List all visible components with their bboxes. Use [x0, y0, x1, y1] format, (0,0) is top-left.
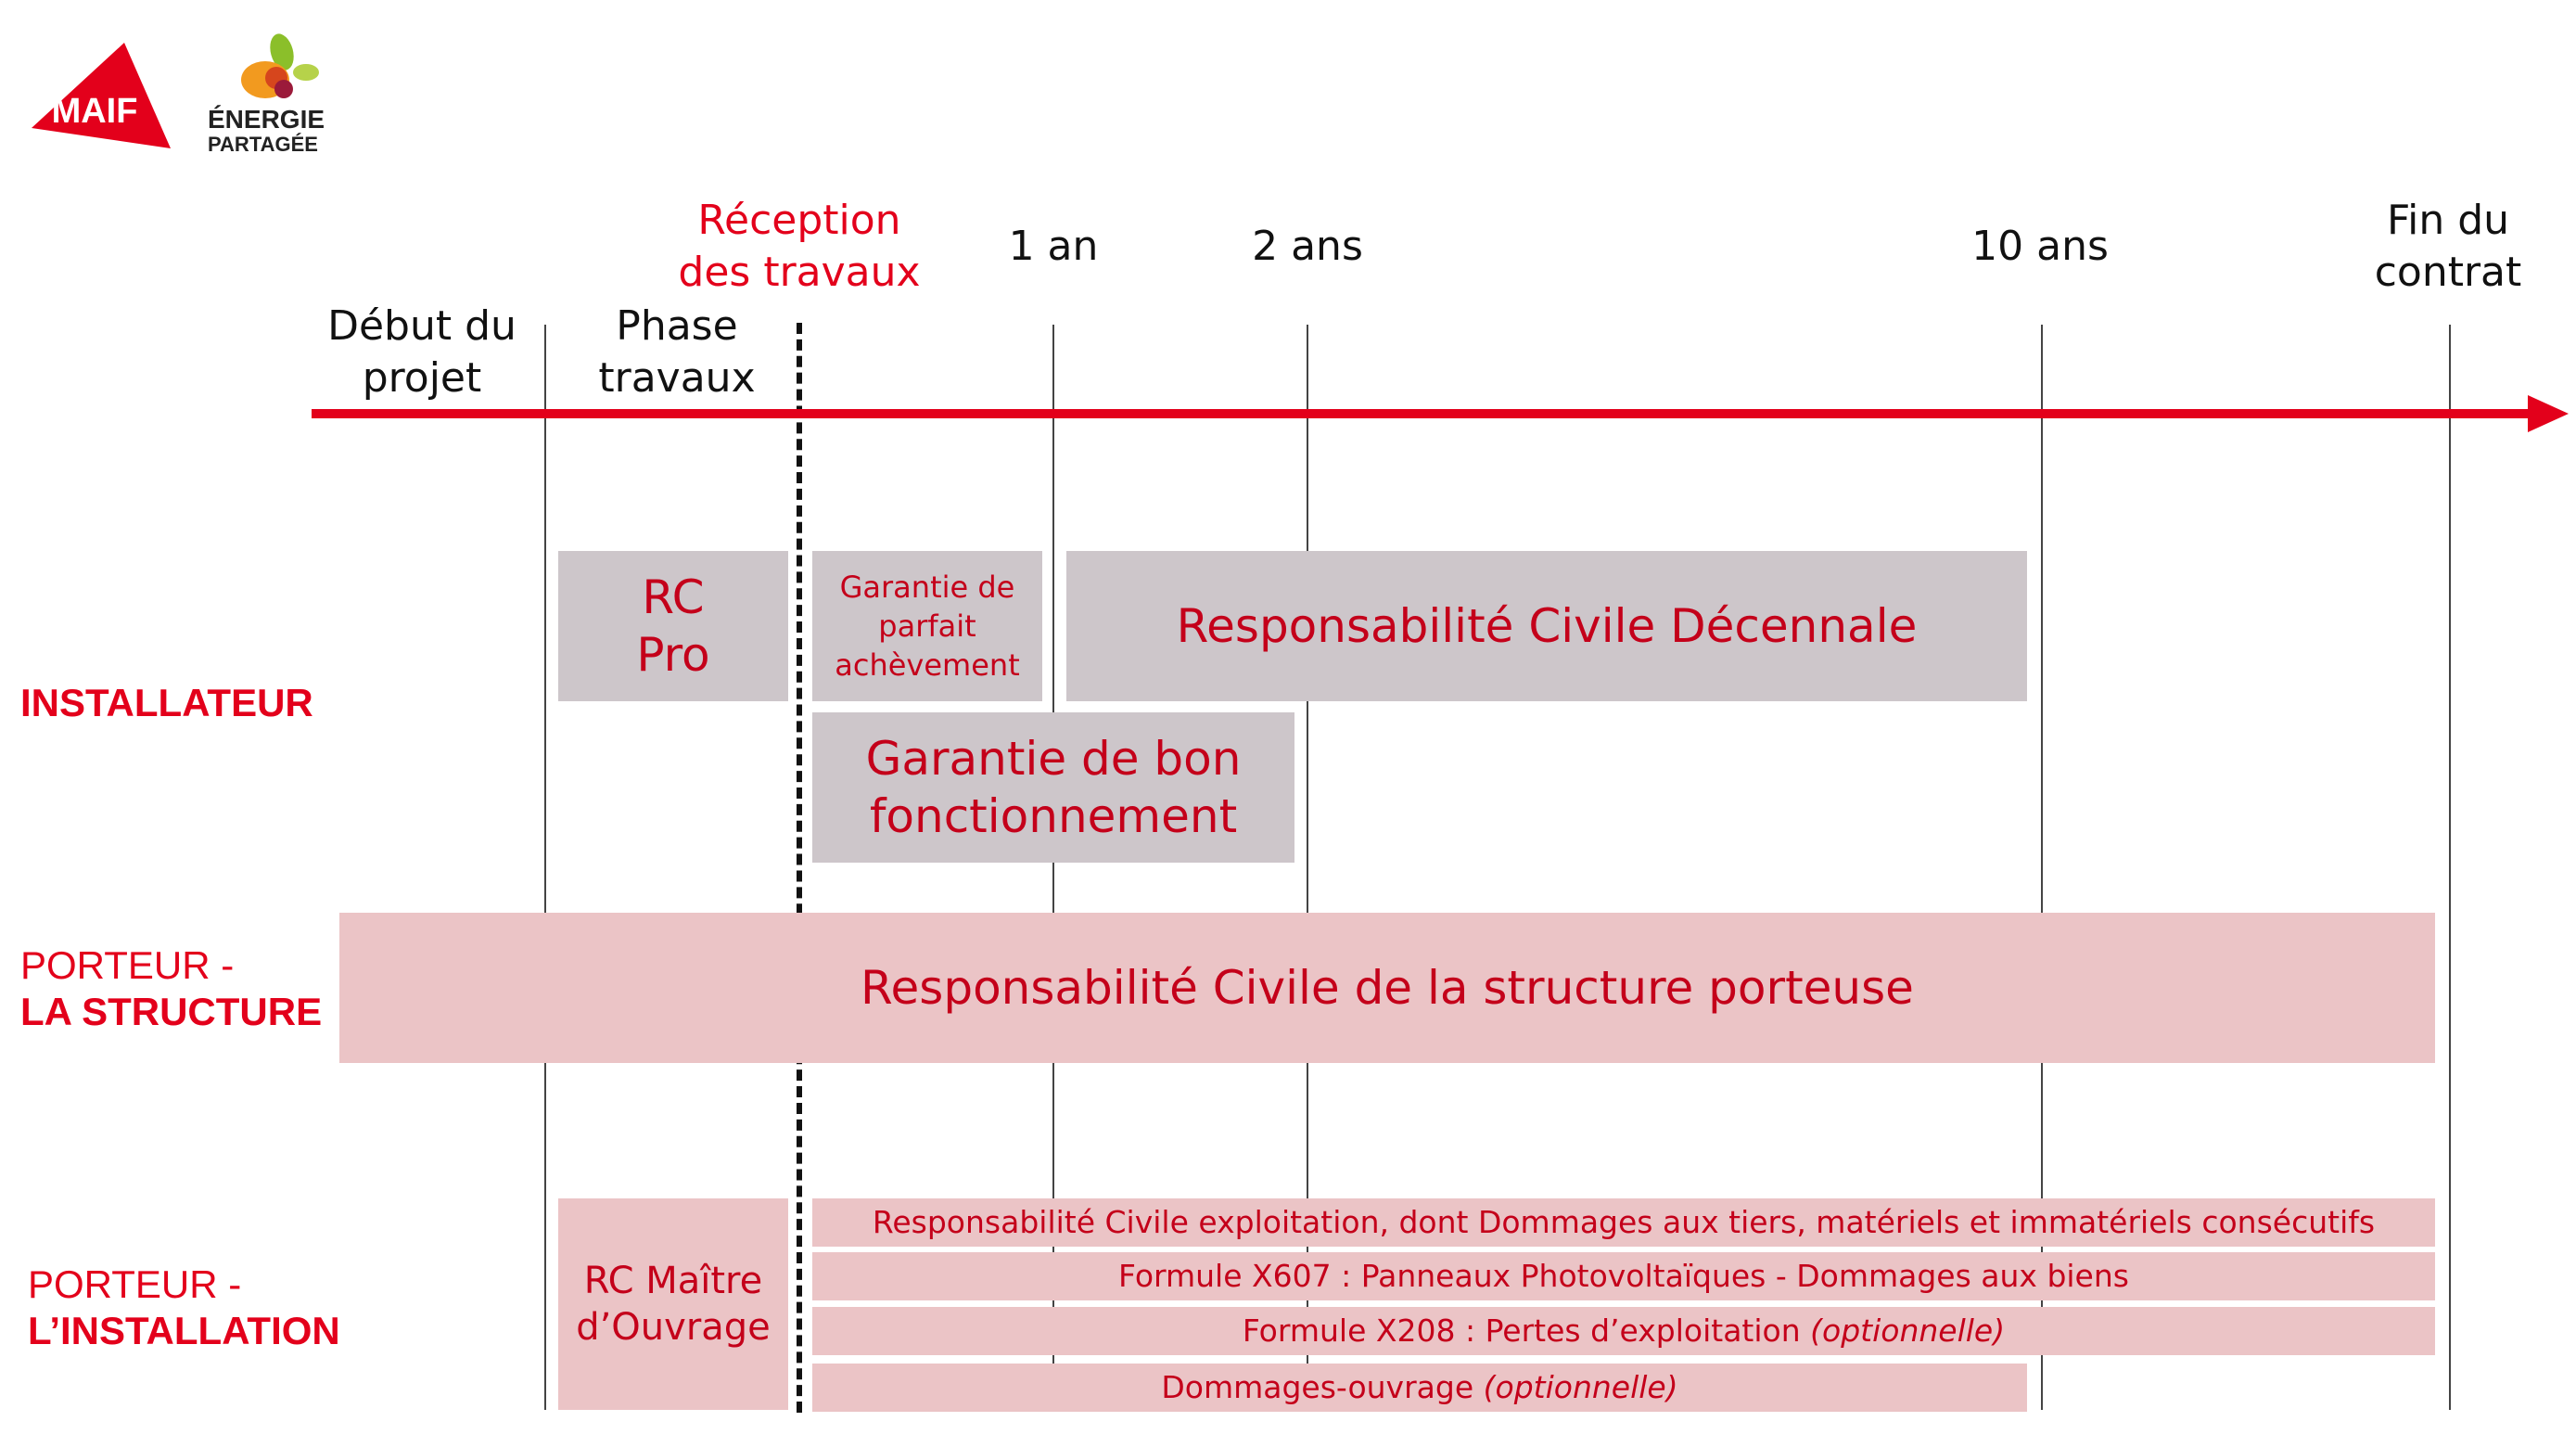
divider-debut: [544, 325, 546, 1410]
box-formule-x208-label: Formule X208 : Pertes d’exploitation: [1242, 1313, 1801, 1349]
milestone-1-an: 1 an: [1008, 223, 1099, 270]
milestone-10-ans: 10 ans: [1971, 223, 2109, 270]
box-dommages-ouvrage-optional: (optionnelle): [1483, 1369, 1678, 1405]
box-formule-x607-text: Formule X607 : Panneaux Photovoltaïques - Dommages aux biens: [1118, 1258, 2129, 1294]
box-rc-decennale: [1066, 551, 2027, 701]
box-formule-x607: [812, 1252, 2435, 1300]
box-bon-fonctionnement-text: Garantie de bon fonctionnement: [865, 732, 1242, 843]
box-rc-structure-text: Responsabilité Civile de la structure porteuse: [861, 961, 1914, 1015]
milestone-fin-contrat: Fin du contrat: [2374, 197, 2522, 296]
row-label-installation-line2: L’INSTALLATION: [28, 1309, 340, 1352]
box-rc-pro-text: RC Pro: [636, 570, 710, 682]
divider-fin: [2449, 325, 2451, 1410]
box-rc-decennale-text: Responsabilité Civile Décennale: [1176, 599, 1918, 653]
box-formule-x208-text: [1243, 1313, 2005, 1350]
maif-logo: [32, 43, 171, 148]
box-dommages-ouvrage-label: Dommages-ouvrage: [1161, 1369, 1474, 1405]
box-parfait-achevement: [812, 551, 1042, 701]
box-rc-exploitation: [812, 1198, 2435, 1247]
row-label-structure: [20, 942, 322, 1035]
row-label-installateur: [20, 680, 313, 726]
box-formule-x208: [812, 1307, 2435, 1355]
divider-2-ans: [1307, 325, 1308, 1410]
box-dommages-ouvrage-text: [1161, 1369, 1677, 1406]
box-parfait-achevement-text: Garantie de parfait achèvement: [835, 570, 1020, 683]
milestone-reception-travaux: Réception des travaux: [678, 197, 921, 296]
energie-logo-line1: ÉNERGIE: [208, 105, 325, 134]
milestone-debut-projet: Début du projet: [327, 302, 516, 402]
box-dommages-ouvrage: [812, 1364, 2027, 1412]
box-rc-structure: [339, 913, 2435, 1063]
divider-10-ans: [2041, 325, 2043, 1410]
box-rc-exploitation-text: Responsabilité Civile exploitation, dont Dommages aux tiers, matériels et immatériels consécutifs: [872, 1204, 2376, 1240]
box-rc-maitre-ouvrage: [558, 1198, 788, 1410]
maif-logo-text: MAIF: [51, 92, 138, 131]
row-label-structure-line2: LA STRUCTURE: [20, 990, 323, 1033]
row-label-structure-line1: PORTEUR -: [20, 943, 235, 987]
reception-dashed-line: [797, 323, 802, 1413]
timeline-arrow: [312, 391, 2569, 436]
energie-logo-line2: PARTAGÉE: [208, 133, 318, 156]
energie-partagee-leaf-icon: [230, 32, 323, 106]
milestone-2-ans: 2 ans: [1252, 223, 1363, 270]
milestone-phase-travaux: Phase travaux: [598, 302, 756, 402]
box-rc-maitre-ouvrage-text: RC Maître d’Ouvrage: [576, 1260, 771, 1349]
row-label-installation-line1: PORTEUR -: [28, 1262, 242, 1306]
row-label-installateur-text: INSTALLATEUR: [20, 681, 313, 724]
box-bon-fonctionnement: [812, 712, 1294, 863]
divider-1-an: [1052, 325, 1054, 1410]
box-rc-pro: [558, 551, 788, 701]
row-label-installation: [28, 1261, 340, 1354]
box-formule-x208-optional: (optionnelle): [1810, 1313, 2006, 1349]
